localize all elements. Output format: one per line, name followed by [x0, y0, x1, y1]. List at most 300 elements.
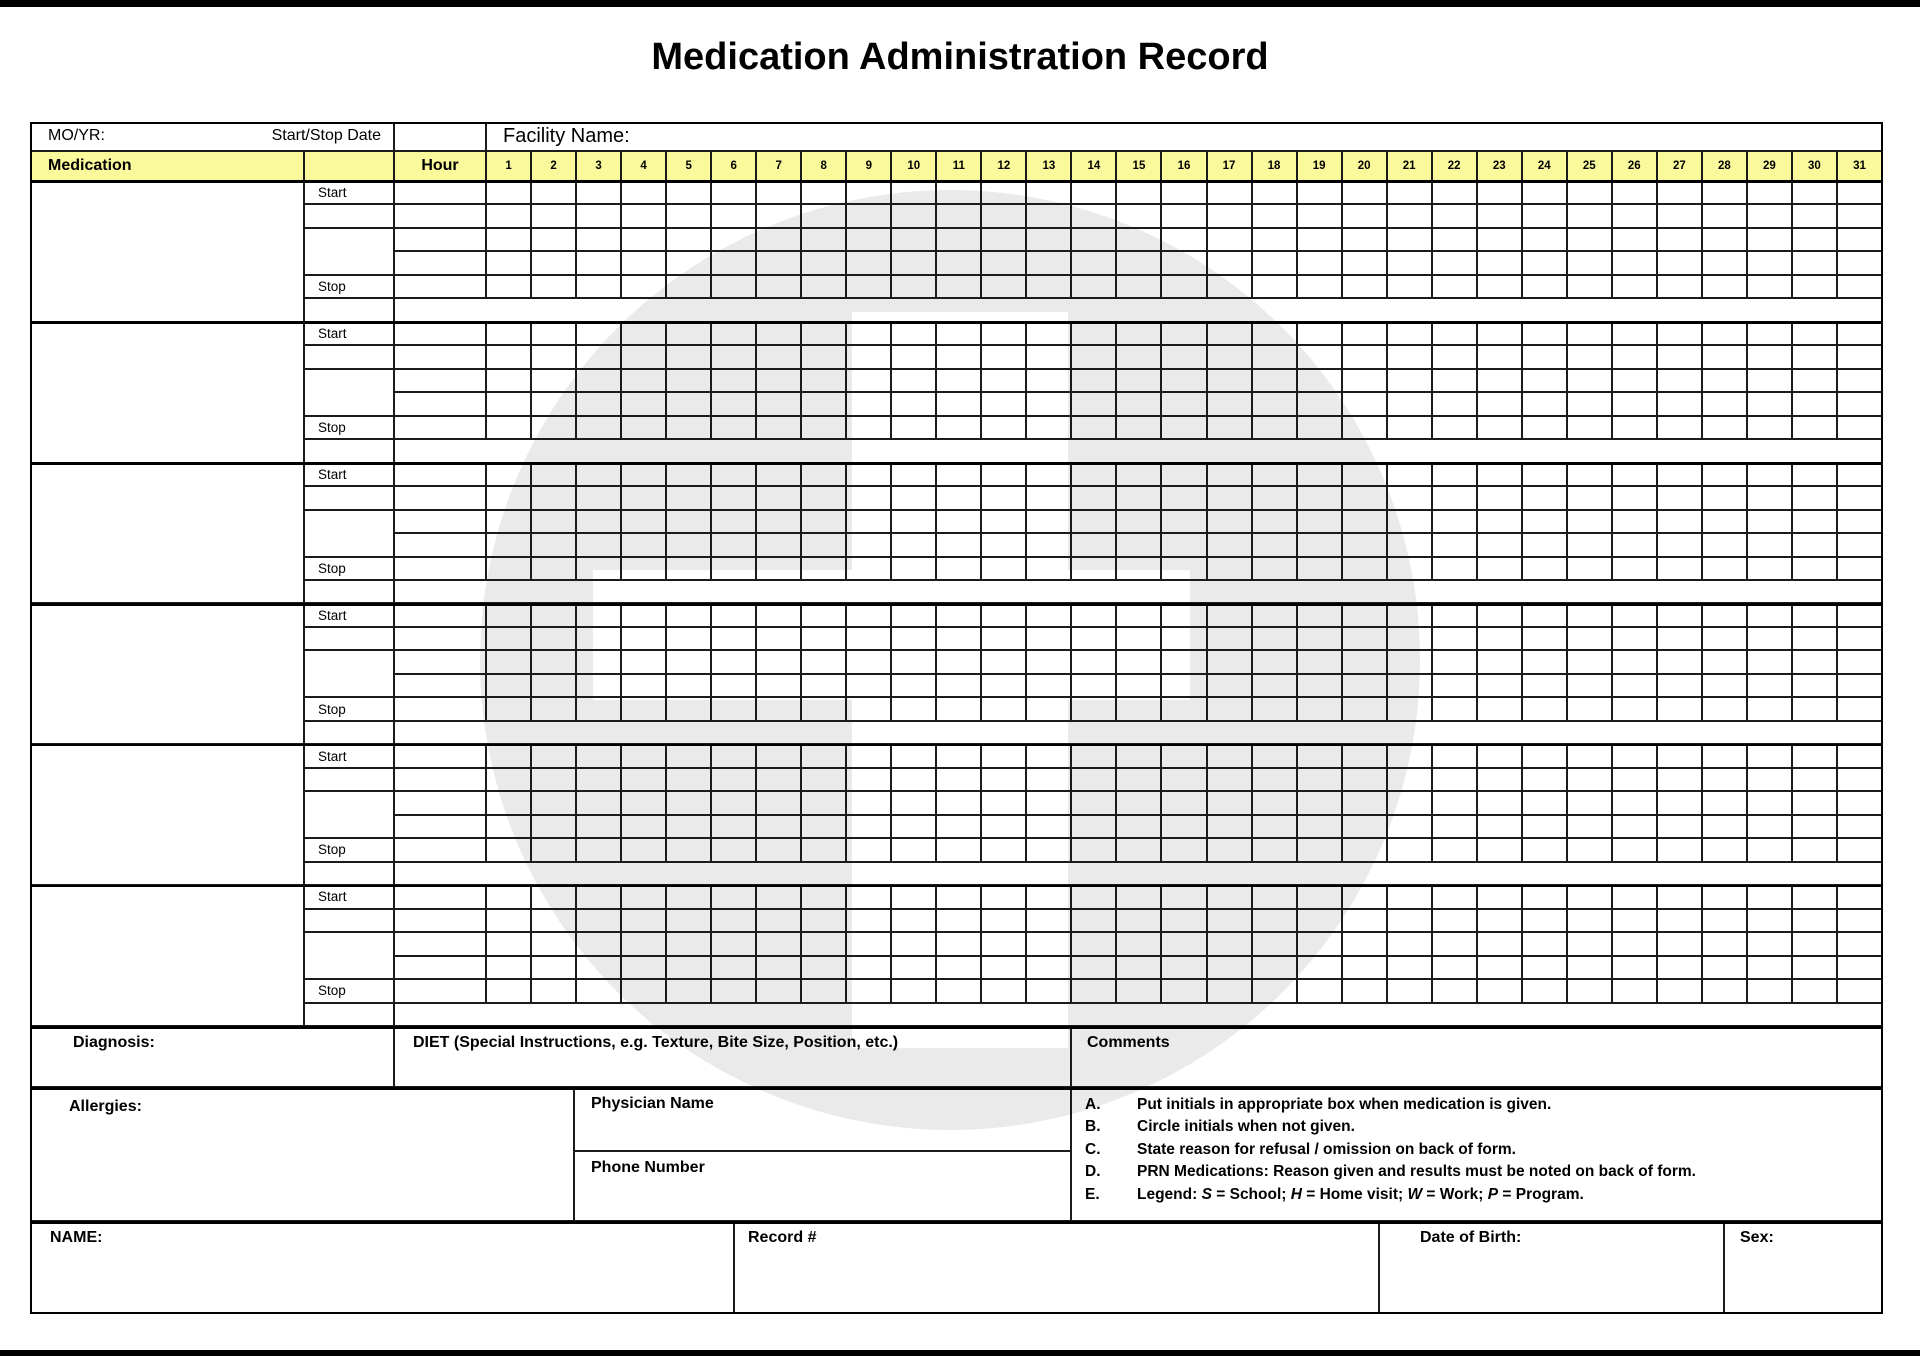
day-column-header: 5	[667, 152, 712, 182]
day-entry-cell	[487, 769, 532, 792]
day-entry-cell	[1793, 957, 1838, 980]
day-entry-cell	[712, 839, 757, 862]
day-entry-cell	[1433, 628, 1478, 651]
day-entry-cell	[1027, 534, 1072, 557]
day-entry-cell	[1208, 957, 1253, 980]
day-entry-cell	[1117, 205, 1162, 228]
day-entry-cell	[1748, 323, 1793, 346]
day-entry-cell	[1478, 323, 1523, 346]
day-column-header: 3	[577, 152, 622, 182]
day-entry-cell	[1658, 792, 1703, 815]
day-entry-cell	[622, 675, 667, 698]
day-entry-cell	[1253, 205, 1298, 228]
day-entry-cell	[1658, 205, 1703, 228]
day-entry-cell	[1117, 605, 1162, 628]
start-stop-blank-cell	[305, 440, 395, 463]
day-entry-cell	[1838, 886, 1883, 909]
stop-label-cell: Stop	[305, 980, 395, 1003]
day-entry-cell	[1208, 229, 1253, 252]
day-entry-cell	[1388, 745, 1433, 768]
day-column-header: 26	[1613, 152, 1658, 182]
day-entry-cell	[757, 393, 802, 416]
day-entry-cell	[1568, 957, 1613, 980]
hour-entry-cell	[395, 816, 487, 839]
day-entry-cell	[667, 698, 712, 721]
day-entry-cell	[757, 346, 802, 369]
day-entry-cell	[892, 276, 937, 299]
day-entry-cell	[1298, 229, 1343, 252]
day-entry-cell	[1703, 370, 1748, 393]
stop-label-cell: Stop	[305, 698, 395, 721]
day-entry-cell	[802, 252, 847, 275]
day-entry-cell	[1748, 511, 1793, 534]
day-entry-cell	[577, 698, 622, 721]
day-entry-cell	[1433, 558, 1478, 581]
day-entry-cell	[892, 417, 937, 440]
day-entry-cell	[802, 370, 847, 393]
day-entry-cell	[622, 511, 667, 534]
instruction-text: PRN Medications: Reason given and results must be noted on back of form.	[1137, 1163, 1696, 1181]
day-entry-cell	[532, 229, 577, 252]
hour-entry-cell	[395, 957, 487, 980]
day-entry-cell	[937, 933, 982, 956]
day-entry-cell	[1838, 558, 1883, 581]
day-entry-cell	[1433, 205, 1478, 228]
day-entry-cell	[1478, 933, 1523, 956]
day-entry-cell	[1568, 252, 1613, 275]
day-entry-cell	[937, 276, 982, 299]
day-entry-cell	[487, 816, 532, 839]
day-entry-cell	[982, 323, 1027, 346]
day-entry-cell	[1478, 487, 1523, 510]
day-entry-cell	[1343, 229, 1388, 252]
day-entry-cell	[937, 534, 982, 557]
day-entry-cell	[1748, 605, 1793, 628]
day-entry-cell	[1208, 205, 1253, 228]
day-entry-cell	[1613, 839, 1658, 862]
day-entry-cell	[1793, 605, 1838, 628]
allergies-separator	[30, 1087, 1883, 1090]
day-entry-cell	[1748, 910, 1793, 933]
day-entry-cell	[1072, 769, 1117, 792]
day-entry-cell	[1072, 205, 1117, 228]
day-entry-cell	[1478, 745, 1523, 768]
day-entry-cell	[622, 792, 667, 815]
day-entry-cell	[892, 346, 937, 369]
day-entry-cell	[1478, 605, 1523, 628]
day-entry-cell	[1208, 534, 1253, 557]
day-entry-cell	[1793, 558, 1838, 581]
day-entry-cell	[982, 605, 1027, 628]
day-entry-cell	[532, 417, 577, 440]
day-entry-cell	[712, 910, 757, 933]
start-stop-blank-cell	[305, 910, 395, 933]
medication-name-cell	[30, 182, 305, 323]
day-entry-cell	[1343, 980, 1388, 1003]
day-entry-cell	[1523, 957, 1568, 980]
day-entry-cell	[532, 886, 577, 909]
day-entry-cell	[1027, 816, 1072, 839]
day-entry-cell	[1388, 675, 1433, 698]
day-entry-cell	[1568, 933, 1613, 956]
day-entry-cell	[1072, 323, 1117, 346]
medication-column-header: Medication	[30, 152, 305, 182]
day-column-header: 18	[1253, 152, 1298, 182]
day-entry-cell	[1253, 511, 1298, 534]
day-entry-cell	[622, 464, 667, 487]
day-entry-cell	[802, 276, 847, 299]
day-entry-cell	[532, 276, 577, 299]
day-entry-cell	[577, 252, 622, 275]
day-entry-cell	[757, 252, 802, 275]
day-column-header: 10	[892, 152, 937, 182]
day-entry-cell	[487, 886, 532, 909]
month-year-start-stop-cell	[30, 122, 395, 152]
day-entry-cell	[1298, 628, 1343, 651]
hour-entry-cell	[395, 393, 487, 416]
day-entry-cell	[1208, 487, 1253, 510]
day-entry-cell	[1478, 464, 1523, 487]
day-entry-cell	[622, 323, 667, 346]
day-entry-cell	[892, 980, 937, 1003]
day-entry-cell	[487, 370, 532, 393]
stop-label-cell: Stop	[305, 417, 395, 440]
day-entry-cell	[1253, 252, 1298, 275]
day-entry-cell	[1568, 534, 1613, 557]
day-entry-cell	[1838, 252, 1883, 275]
day-entry-cell	[1253, 605, 1298, 628]
day-entry-cell	[622, 910, 667, 933]
day-entry-cell	[1478, 886, 1523, 909]
day-entry-cell	[622, 839, 667, 862]
day-entry-cell	[622, 252, 667, 275]
day-entry-cell	[1523, 229, 1568, 252]
day-entry-cell	[1027, 252, 1072, 275]
day-entry-cell	[1072, 252, 1117, 275]
day-entry-cell	[487, 417, 532, 440]
day-entry-cell	[847, 393, 892, 416]
day-entry-cell	[1072, 534, 1117, 557]
day-entry-cell	[847, 511, 892, 534]
day-column-header: 2	[532, 152, 577, 182]
day-entry-cell	[1027, 558, 1072, 581]
day-entry-cell	[802, 769, 847, 792]
day-entry-cell	[802, 957, 847, 980]
instruction-text: Circle initials when not given.	[1137, 1118, 1355, 1136]
day-entry-cell	[1027, 511, 1072, 534]
day-entry-cell	[1208, 417, 1253, 440]
day-entry-cell	[802, 558, 847, 581]
day-entry-cell	[847, 651, 892, 674]
day-entry-cell	[1838, 816, 1883, 839]
day-entry-cell	[1027, 769, 1072, 792]
block-separator	[30, 462, 1883, 465]
day-entry-cell	[532, 182, 577, 205]
day-entry-cell	[1613, 745, 1658, 768]
day-entry-cell	[1568, 558, 1613, 581]
day-entry-cell	[712, 698, 757, 721]
day-entry-cell	[937, 229, 982, 252]
day-entry-cell	[1613, 323, 1658, 346]
day-entry-cell	[1748, 534, 1793, 557]
day-entry-cell	[1027, 393, 1072, 416]
day-entry-cell	[1478, 980, 1523, 1003]
day-entry-cell	[1703, 745, 1748, 768]
day-entry-cell	[1253, 393, 1298, 416]
day-entry-cell	[1298, 769, 1343, 792]
day-entry-cell	[1027, 792, 1072, 815]
day-entry-cell	[1162, 511, 1207, 534]
day-entry-cell	[1162, 558, 1207, 581]
day-entry-cell	[847, 933, 892, 956]
date-of-birth-cell	[1380, 1222, 1725, 1314]
day-entry-cell	[1703, 534, 1748, 557]
day-entry-cell	[1568, 370, 1613, 393]
day-entry-cell	[667, 511, 712, 534]
day-entry-cell	[1658, 745, 1703, 768]
day-entry-cell	[1703, 393, 1748, 416]
day-entry-cell	[847, 628, 892, 651]
day-entry-cell	[757, 276, 802, 299]
day-entry-cell	[1343, 487, 1388, 510]
day-entry-cell	[937, 558, 982, 581]
day-entry-cell	[577, 933, 622, 956]
day-entry-cell	[1748, 698, 1793, 721]
day-entry-cell	[622, 628, 667, 651]
day-entry-cell	[1613, 769, 1658, 792]
day-entry-cell	[1298, 792, 1343, 815]
start-stop-blank-cell	[305, 1004, 395, 1027]
day-entry-cell	[847, 464, 892, 487]
day-entry-cell	[847, 252, 892, 275]
day-entry-cell	[1658, 487, 1703, 510]
day-entry-cell	[1523, 980, 1568, 1003]
day-entry-cell	[1703, 346, 1748, 369]
day-entry-cell	[1433, 323, 1478, 346]
day-entry-cell	[1748, 229, 1793, 252]
hour-column-header: Hour	[395, 152, 487, 182]
day-entry-cell	[982, 886, 1027, 909]
day-entry-cell	[1343, 839, 1388, 862]
day-entry-cell	[757, 910, 802, 933]
day-entry-cell	[1703, 839, 1748, 862]
day-entry-cell	[1478, 558, 1523, 581]
day-entry-cell	[982, 651, 1027, 674]
day-entry-cell	[1433, 417, 1478, 440]
day-entry-cell	[847, 323, 892, 346]
day-entry-cell	[622, 745, 667, 768]
day-entry-cell	[1433, 464, 1478, 487]
day-entry-cell	[1388, 346, 1433, 369]
day-entry-cell	[802, 605, 847, 628]
day-entry-cell	[982, 698, 1027, 721]
day-entry-cell	[1072, 229, 1117, 252]
day-entry-cell	[1748, 346, 1793, 369]
day-entry-cell	[1253, 980, 1298, 1003]
day-entry-cell	[892, 628, 937, 651]
day-entry-cell	[937, 910, 982, 933]
hour-entry-cell	[395, 534, 487, 557]
day-entry-cell	[1523, 417, 1568, 440]
day-entry-cell	[1388, 205, 1433, 228]
day-entry-cell	[1658, 417, 1703, 440]
day-entry-cell	[1568, 205, 1613, 228]
day-entry-cell	[712, 346, 757, 369]
day-entry-cell	[1162, 886, 1207, 909]
day-entry-cell	[847, 698, 892, 721]
start-label-cell: Start	[305, 323, 395, 346]
day-entry-cell	[1027, 839, 1072, 862]
day-entry-cell	[667, 957, 712, 980]
day-entry-cell	[1162, 910, 1207, 933]
day-entry-cell	[847, 417, 892, 440]
day-entry-cell	[1343, 769, 1388, 792]
day-entry-cell	[1433, 769, 1478, 792]
day-entry-cell	[802, 205, 847, 228]
day-entry-cell	[1568, 182, 1613, 205]
day-entry-cell	[1658, 886, 1703, 909]
day-entry-cell	[532, 346, 577, 369]
day-entry-cell	[892, 511, 937, 534]
day-entry-cell	[1478, 698, 1523, 721]
day-entry-cell	[1748, 957, 1793, 980]
day-entry-cell	[982, 346, 1027, 369]
day-entry-cell	[1027, 346, 1072, 369]
day-entry-cell	[1793, 534, 1838, 557]
day-entry-cell	[1253, 675, 1298, 698]
day-entry-cell	[1208, 605, 1253, 628]
day-entry-cell	[982, 205, 1027, 228]
medication-name-cell	[30, 886, 305, 1027]
hour-entry-cell	[395, 511, 487, 534]
start-stop-blank-cell	[305, 299, 395, 322]
day-entry-cell	[802, 511, 847, 534]
start-label-cell: Start	[305, 605, 395, 628]
day-entry-cell	[1523, 370, 1568, 393]
day-entry-cell	[1072, 651, 1117, 674]
day-entry-cell	[1793, 464, 1838, 487]
day-entry-cell	[1568, 651, 1613, 674]
day-entry-cell	[1568, 464, 1613, 487]
day-entry-cell	[1027, 957, 1072, 980]
hour-entry-cell	[395, 980, 487, 1003]
day-entry-cell	[1568, 980, 1613, 1003]
day-entry-cell	[622, 886, 667, 909]
day-entry-cell	[1658, 229, 1703, 252]
day-entry-cell	[802, 745, 847, 768]
hour-entry-cell	[395, 346, 487, 369]
diet-label: DIET (Special Instructions, e.g. Texture, Bite Size, Position, etc.)	[413, 1034, 899, 1051]
day-entry-cell	[1838, 229, 1883, 252]
day-entry-cell	[1072, 417, 1117, 440]
day-entry-cell	[1748, 769, 1793, 792]
day-entry-cell	[1253, 417, 1298, 440]
day-entry-cell	[1478, 910, 1523, 933]
day-entry-cell	[1208, 651, 1253, 674]
day-entry-cell	[1253, 628, 1298, 651]
day-entry-cell	[577, 957, 622, 980]
day-entry-cell	[1343, 957, 1388, 980]
day-entry-cell	[1523, 487, 1568, 510]
day-entry-cell	[1793, 675, 1838, 698]
day-entry-cell	[1478, 346, 1523, 369]
day-entry-cell	[712, 534, 757, 557]
day-entry-cell	[532, 698, 577, 721]
day-entry-cell	[577, 628, 622, 651]
day-entry-cell	[1568, 417, 1613, 440]
day-entry-cell	[1162, 487, 1207, 510]
day-entry-cell	[757, 698, 802, 721]
day-entry-cell	[1162, 276, 1207, 299]
day-entry-cell	[1523, 205, 1568, 228]
day-entry-cell	[577, 839, 622, 862]
day-entry-cell	[1162, 651, 1207, 674]
day-entry-cell	[532, 464, 577, 487]
day-entry-cell	[1838, 370, 1883, 393]
day-entry-cell	[892, 957, 937, 980]
day-entry-cell	[532, 323, 577, 346]
day-entry-cell	[1072, 792, 1117, 815]
medication-name-cell	[30, 464, 305, 605]
day-entry-cell	[1748, 417, 1793, 440]
block-notes-merged-cell	[395, 1004, 1883, 1027]
day-entry-cell	[1072, 839, 1117, 862]
day-entry-cell	[1388, 229, 1433, 252]
day-entry-cell	[487, 628, 532, 651]
day-entry-cell	[1793, 323, 1838, 346]
day-entry-cell	[1613, 558, 1658, 581]
instruction-text: Legend: S = School; H = Home visit; W = Work; P = Program.	[1137, 1185, 1584, 1203]
day-entry-cell	[1568, 276, 1613, 299]
instruction-line	[1072, 1184, 1881, 1206]
day-entry-cell	[1793, 370, 1838, 393]
day-entry-cell	[577, 769, 622, 792]
start-label-cell: Start	[305, 464, 395, 487]
day-entry-cell	[487, 205, 532, 228]
day-entry-cell	[577, 605, 622, 628]
day-entry-cell	[1748, 205, 1793, 228]
day-entry-cell	[1523, 769, 1568, 792]
day-entry-cell	[1253, 464, 1298, 487]
day-entry-cell	[937, 511, 982, 534]
day-entry-cell	[802, 628, 847, 651]
day-entry-cell	[1838, 323, 1883, 346]
hour-entry-cell	[395, 417, 487, 440]
day-entry-cell	[487, 698, 532, 721]
day-entry-cell	[937, 323, 982, 346]
day-entry-cell	[1253, 487, 1298, 510]
day-entry-cell	[1793, 205, 1838, 228]
day-entry-cell	[1568, 346, 1613, 369]
day-entry-cell	[1568, 511, 1613, 534]
day-entry-cell	[1027, 675, 1072, 698]
day-entry-cell	[1162, 698, 1207, 721]
day-entry-cell	[1072, 558, 1117, 581]
day-entry-cell	[892, 229, 937, 252]
start-label-cell: Start	[305, 182, 395, 205]
day-entry-cell	[1613, 980, 1658, 1003]
day-entry-cell	[622, 933, 667, 956]
day-entry-cell	[1703, 698, 1748, 721]
day-entry-cell	[1343, 745, 1388, 768]
day-entry-cell	[667, 933, 712, 956]
day-entry-cell	[532, 393, 577, 416]
day-entry-cell	[1162, 534, 1207, 557]
day-entry-cell	[487, 393, 532, 416]
day-entry-cell	[1658, 698, 1703, 721]
day-entry-cell	[1027, 487, 1072, 510]
name-row-separator	[30, 1221, 1883, 1224]
